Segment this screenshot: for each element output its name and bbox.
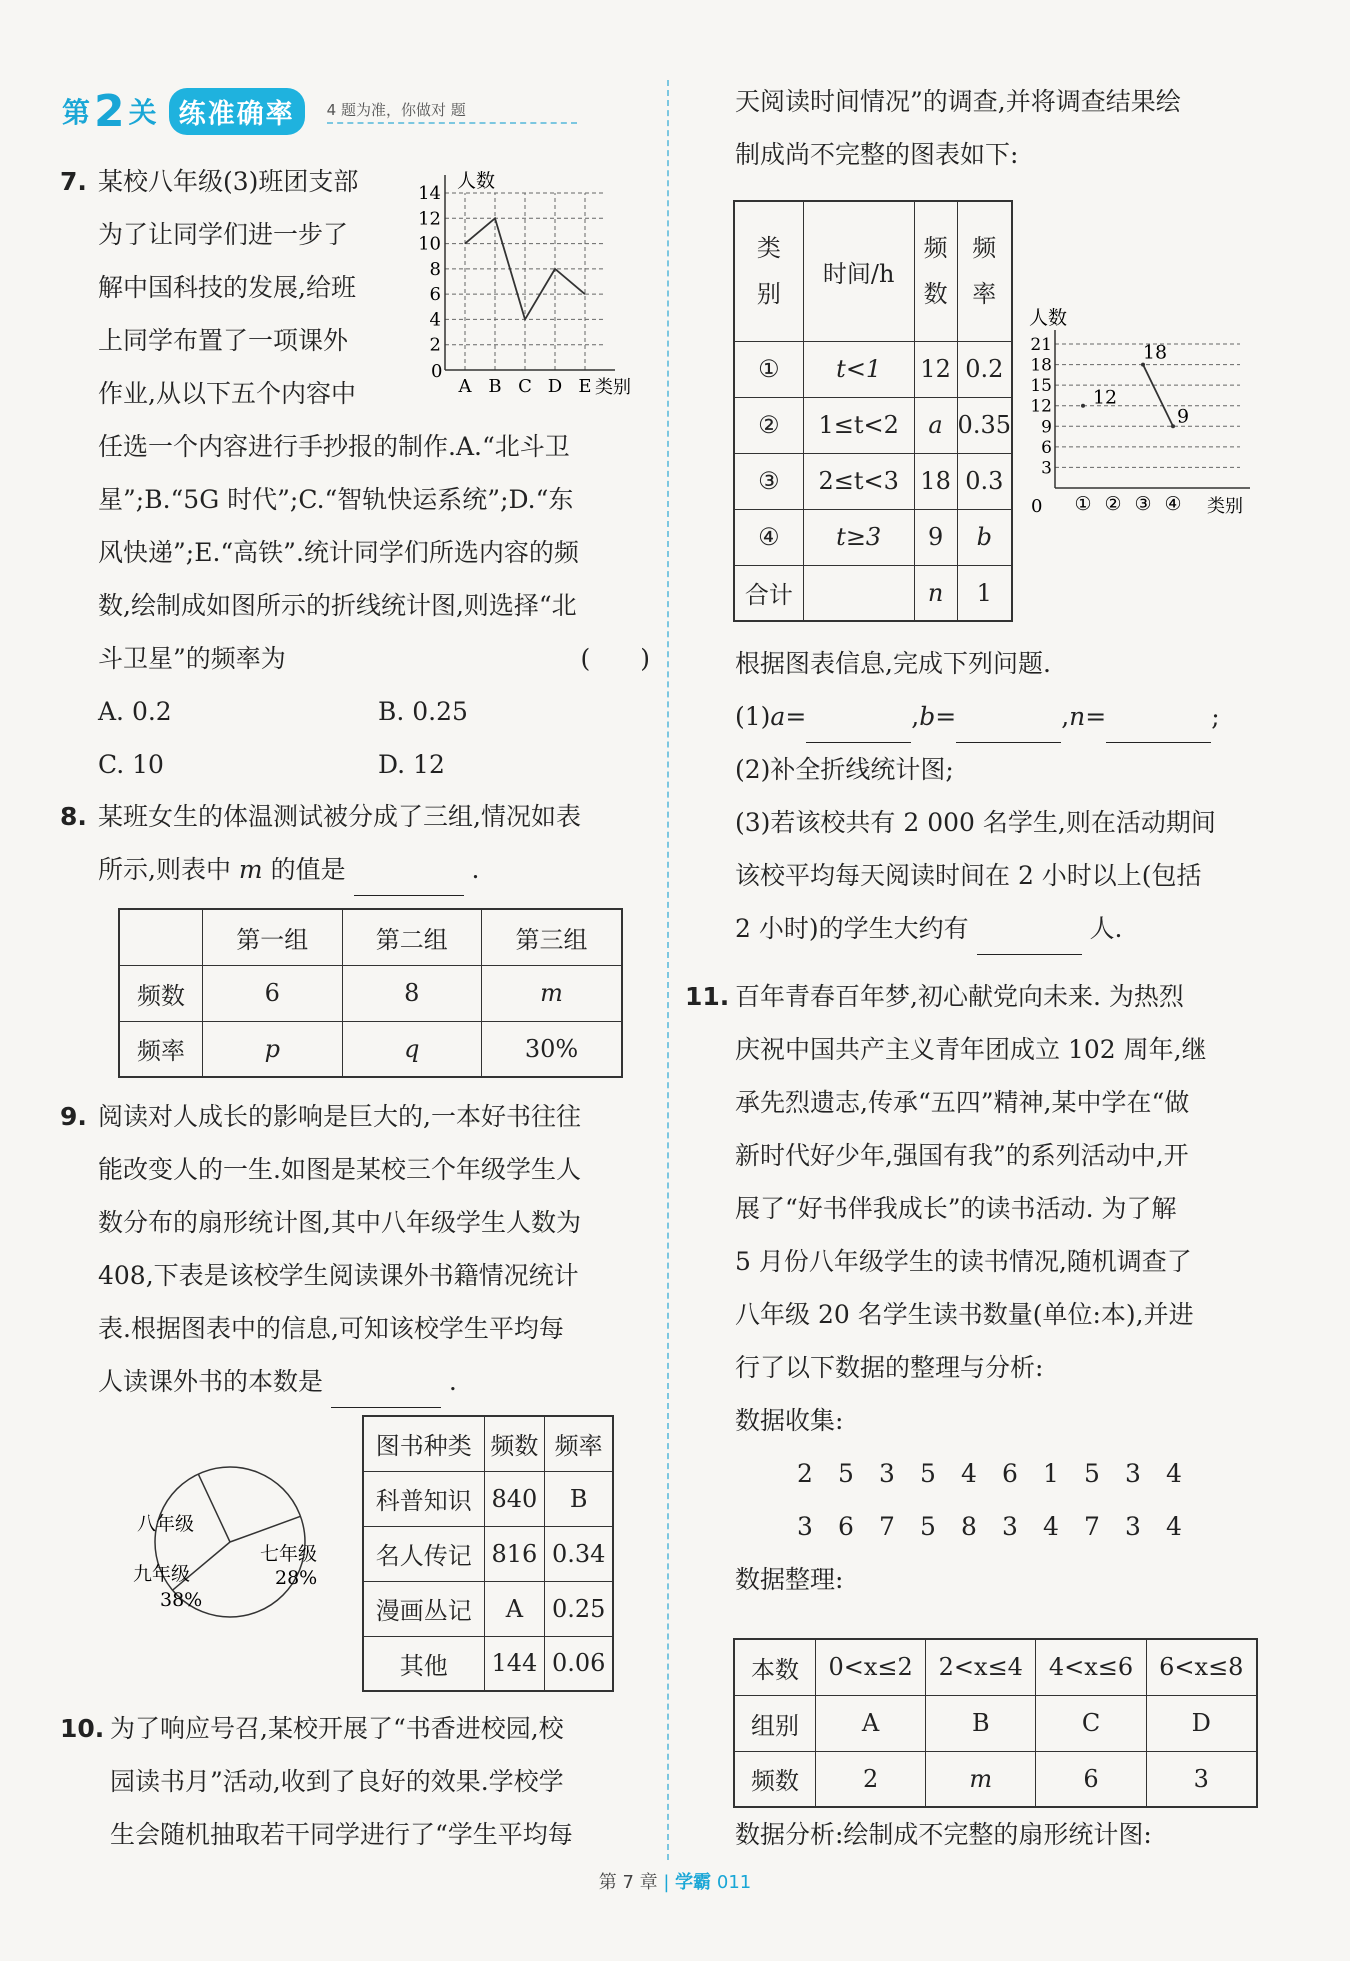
y-tick-label: 6 — [1041, 437, 1052, 458]
x-tick-label: ④ — [1164, 493, 1182, 515]
header-prefix: 第 — [62, 96, 91, 129]
data-value: 3 — [1002, 1512, 1018, 1541]
q11-line: 展了“好书伴我成长”的读书活动. 为了解 — [735, 1194, 1177, 1223]
q11-collect: 数据收集: — [735, 1406, 844, 1435]
q10-part-3-end: 人. — [1089, 914, 1123, 943]
header-note: 4 题为准，你做对 题 — [327, 99, 577, 124]
y-axis-label: 人数 — [1029, 307, 1068, 329]
q8-line: 的值是 — [270, 855, 346, 884]
q9-line: 人读课外书的本数是 — [98, 1367, 324, 1396]
question-11 — [685, 970, 1285, 1606]
data-value: 6 — [838, 1512, 854, 1541]
header-frequency: 频数 — [923, 234, 948, 309]
q7-line: 为了让同学们进一步了 — [98, 220, 349, 249]
y-tick-label: 3 — [1041, 458, 1052, 479]
y-axis-label: 人数 — [457, 170, 496, 192]
option-b[interactable]: B. 0.25 — [378, 697, 468, 726]
answer-blank[interactable] — [977, 924, 1082, 955]
pie-pct-ninth: 38% — [160, 1589, 203, 1611]
data-row-2 — [735, 1500, 1285, 1553]
q10-part-2: (2)补全折线统计图; — [735, 755, 954, 784]
q11-line: 八年级 20 名学生读书数量(单位:本),并进 — [735, 1300, 1194, 1329]
question-8 — [60, 790, 660, 896]
q10-line: 为了响应号召,某校开展了“书香进校园,校 — [110, 1714, 564, 1743]
question-10-parts — [735, 637, 1295, 955]
x-tick-label: ② — [1104, 493, 1122, 515]
data-value: 3 — [1125, 1512, 1141, 1541]
table-cell: ③ — [734, 453, 803, 509]
table-header: 图书种类 — [363, 1416, 484, 1471]
header-number: 2 — [94, 85, 125, 137]
y-tick-label: 2 — [429, 334, 441, 356]
comma: , — [911, 702, 920, 731]
table-header: 第二组 — [342, 909, 482, 965]
table-header: 频数 — [484, 1416, 545, 1471]
table-cell: 1≤t<2 — [803, 397, 914, 453]
table-cell: 2 — [816, 1751, 926, 1807]
q11-analysis — [735, 1808, 1295, 1861]
y-tick-label: 10 — [418, 233, 441, 255]
table-cell: b — [957, 509, 1012, 565]
question-number: 11. — [685, 982, 730, 1011]
table-cell: a — [914, 397, 957, 453]
y-tick-label: 21 — [1030, 335, 1052, 355]
q7-line: 星”;B.“5G 时代”;C.“智轨快运系统”;D.“东 — [98, 485, 574, 514]
period: . — [448, 1367, 457, 1396]
var-a: a — [770, 702, 786, 731]
q8-line: 某班女生的体温测试被分成了三组,情况如表 — [98, 802, 581, 831]
q10-part-3: 2 小时)的学生大约有 — [735, 914, 969, 943]
line-chart-q7 — [405, 165, 655, 400]
data-value: 5 — [838, 1459, 854, 1488]
table-cell: n — [914, 565, 957, 621]
table-cell: ② — [734, 397, 803, 453]
q10-table — [733, 200, 1013, 622]
table-cell: 合计 — [734, 565, 803, 621]
data-value: 2 — [797, 1459, 813, 1488]
table-cell: 其他 — [363, 1636, 484, 1691]
table-cell: 18 — [914, 453, 957, 509]
data-point — [1081, 404, 1085, 408]
y-tick-label: 9 — [1041, 417, 1052, 438]
header-suffix: 关 — [128, 96, 157, 129]
y-tick-label: 4 — [429, 309, 441, 331]
data-value: 5 — [920, 1459, 936, 1488]
table-cell: B — [545, 1471, 613, 1526]
var-b: b — [919, 702, 936, 731]
data-value: 1 — [1043, 1459, 1059, 1488]
header-badge: 练准确率 — [169, 88, 305, 135]
x-tick-label: ③ — [1134, 493, 1152, 515]
q9-line: 能改变人的一生.如图是某校三个年级学生人 — [98, 1155, 581, 1184]
q7-line: 风快递”;E.“高铁”.统计同学们所选内容的频 — [98, 538, 579, 567]
option-c[interactable]: C. 10 — [98, 750, 164, 779]
table-header: 本数 — [734, 1639, 816, 1695]
table-cell: 0.25 — [545, 1581, 613, 1636]
data-value: 6 — [1002, 1459, 1018, 1488]
table-header — [914, 201, 957, 341]
q7-line: 上同学布置了一项课外 — [98, 326, 349, 355]
q7-line: 斗卫星”的频率为 — [98, 644, 286, 673]
q9-line: 阅读对人成长的影响是巨大的,一本好书往往 — [98, 1102, 581, 1131]
table-cell: 6 — [203, 965, 343, 1021]
y-tick-label: 12 — [1030, 396, 1052, 417]
eq: = — [1085, 702, 1107, 731]
pie-label-ninth: 九年级 — [133, 1563, 191, 1585]
table-cell: q — [342, 1021, 482, 1077]
question-10-continued — [735, 75, 1295, 181]
answer-blank[interactable] — [354, 865, 464, 896]
data-label: 18 — [1142, 341, 1168, 364]
data-value: 3 — [1125, 1459, 1141, 1488]
x-tick-label: A — [458, 376, 472, 397]
data-value: 5 — [920, 1512, 936, 1541]
q11-analysis-text: 数据分析:绘制成不完整的扇形统计图: — [735, 1820, 1152, 1849]
option-d[interactable]: D. 12 — [378, 750, 445, 779]
table-cell: 频数 — [734, 1751, 816, 1807]
table-cell: ④ — [734, 509, 803, 565]
x-tick-label: E — [578, 376, 592, 397]
pie-label-seventh: 七年级 — [260, 1543, 318, 1565]
chapter-label: 第 7 章 — [598, 1872, 658, 1893]
table-cell: 频数 — [119, 965, 203, 1021]
section-header — [62, 86, 577, 136]
q7-line: 作业,从以下五个内容中 — [98, 379, 356, 408]
y-tick-label: 12 — [418, 208, 441, 230]
pie-slice-boundary — [198, 1474, 230, 1542]
semicolon: ; — [1211, 702, 1220, 731]
q10-line: 生会随机抽取若干同学进行了“学生平均每 — [110, 1820, 573, 1849]
q11-line: 行了以下数据的整理与分析: — [735, 1353, 1044, 1382]
table-cell: 12 — [914, 341, 957, 397]
table-cell: 组别 — [734, 1695, 816, 1751]
header-rate: 频率 — [972, 234, 997, 309]
data-value: 4 — [1043, 1512, 1059, 1541]
table-header: 2<x≤4 — [926, 1639, 1036, 1695]
question-number: 7. — [60, 167, 87, 196]
q11-table — [733, 1638, 1258, 1808]
table-cell: A — [816, 1695, 926, 1751]
x-tick-label: C — [518, 376, 532, 397]
data-value: 7 — [1084, 1512, 1100, 1541]
x-axis-label: 类别 — [1207, 496, 1243, 517]
table-cell: 名人传记 — [363, 1526, 484, 1581]
data-value: 4 — [961, 1459, 977, 1488]
q11-line: 承先烈遗志,传承“五四”精神,某中学在“做 — [735, 1088, 1190, 1117]
q10-part-3: (3)若该校共有 2 000 名学生,则在活动期间 — [735, 808, 1216, 837]
y-tick-label: 6 — [429, 284, 441, 306]
x-tick-label: B — [488, 376, 502, 397]
y-tick-label: 14 — [418, 183, 441, 204]
x-axis-label: 类别 — [595, 377, 631, 398]
eq: = — [935, 702, 957, 731]
data-value: 3 — [797, 1512, 813, 1541]
table-cell: m — [482, 965, 623, 1021]
header-category: 类别 — [756, 234, 781, 309]
table-cell: 30% — [482, 1021, 623, 1077]
table-cell: 频率 — [119, 1021, 203, 1077]
table-cell: 3 — [1146, 1751, 1257, 1807]
table-cell: t<1 — [803, 341, 914, 397]
question-number: 8. — [60, 802, 87, 831]
q8-line: 所示,则表中 — [98, 855, 231, 884]
q10-line: 天阅读时间情况”的调查,并将调查结果绘 — [735, 87, 1181, 116]
table-cell: t≥3 — [803, 509, 914, 565]
data-value: 3 — [879, 1459, 895, 1488]
q7-line: 数,绘制成如图所示的折线统计图,则选择“北 — [98, 591, 577, 620]
q9-table — [362, 1415, 614, 1692]
table-cell: C — [1036, 1695, 1146, 1751]
table-cell: B — [926, 1695, 1036, 1751]
part-1-label: (1) — [735, 702, 771, 731]
answer-paren[interactable]: ( ) — [580, 644, 650, 673]
table-header: 6<x≤8 — [1146, 1639, 1257, 1695]
table-cell: 0.34 — [545, 1526, 613, 1581]
y-tick-label: 18 — [1030, 355, 1052, 376]
table-cell: 漫画丛记 — [363, 1581, 484, 1636]
x-tick-label: D — [547, 376, 563, 397]
table-cell: 840 — [484, 1471, 545, 1526]
question-9 — [60, 1090, 660, 1408]
table-header: 0<x≤2 — [816, 1639, 926, 1695]
answer-blank-a[interactable] — [806, 712, 911, 743]
table-cell: A — [484, 1581, 545, 1636]
q7-line: 任选一个内容进行手抄报的制作.A.“北斗卫 — [98, 432, 570, 461]
table-cell: 科普知识 — [363, 1471, 484, 1526]
q10-after: 根据图表信息,完成下列问题. — [735, 649, 1051, 678]
q9-line: 数分布的扇形统计图,其中八年级学生人数为 — [98, 1208, 581, 1237]
x-tick-label: ① — [1074, 493, 1092, 515]
table-header: 4<x≤6 — [1036, 1639, 1146, 1695]
data-value: 4 — [1166, 1459, 1182, 1488]
question-10 — [60, 1702, 660, 1861]
table-cell — [803, 565, 914, 621]
q10-line: 园读书月”活动,收到了良好的效果.学校学 — [110, 1767, 564, 1796]
table-cell: 0.2 — [957, 341, 1012, 397]
period: . — [471, 855, 480, 884]
table-cell: 6 — [1036, 1751, 1146, 1807]
y-tick-label: 8 — [429, 258, 441, 280]
data-label: 12 — [1092, 386, 1118, 409]
series-line — [1143, 365, 1173, 427]
table-header — [957, 201, 1012, 341]
footer-separator: | — [663, 1872, 670, 1893]
table-cell: 0.35 — [957, 397, 1012, 453]
pie-pct-seventh: 28% — [275, 1567, 318, 1589]
table-cell: m — [926, 1751, 1036, 1807]
table-header: 第三组 — [482, 909, 623, 965]
table-header — [734, 201, 803, 341]
table-header: 频率 — [545, 1416, 613, 1471]
origin-label: 0 — [431, 361, 443, 382]
page-number: 011 — [716, 1872, 752, 1893]
q11-line: 百年青春百年梦,初心献党向未来. 为热烈 — [735, 982, 1184, 1011]
q11-line: 庆祝中国共产主义青年团成立 102 周年,继 — [735, 1035, 1207, 1064]
data-value: 5 — [1084, 1459, 1100, 1488]
table-cell: 0.06 — [545, 1636, 613, 1691]
table-cell: 0.3 — [957, 453, 1012, 509]
q10-line: 制成尚不完整的图表如下: — [735, 140, 1019, 169]
variable-m: m — [238, 855, 263, 884]
q9-line: 408,下表是该校学生阅读课外书籍情况统计 — [98, 1261, 579, 1290]
table-header: 第一组 — [203, 909, 343, 965]
data-point — [1171, 424, 1175, 428]
data-value: 7 — [879, 1512, 895, 1541]
table-cell: 9 — [914, 509, 957, 565]
brand-label: 学霸 — [675, 1872, 712, 1893]
data-row-1 — [735, 1447, 1285, 1500]
table-cell: 2≤t<3 — [803, 453, 914, 509]
option-a[interactable]: A. 0.2 — [98, 697, 172, 726]
answer-blank-n[interactable] — [1106, 712, 1211, 743]
q10-part-3: 该校平均每天阅读时间在 2 小时以上(包括 — [735, 861, 1202, 890]
var-n: n — [1069, 702, 1086, 731]
q11-line: 新时代好少年,强国有我”的系列活动中,开 — [735, 1141, 1189, 1170]
table-header: 时间/h — [803, 201, 914, 341]
data-label: 9 — [1176, 405, 1190, 428]
data-value: 4 — [1166, 1512, 1182, 1541]
q7-line: 解中国科技的发展,给班 — [98, 273, 356, 302]
question-number: 9. — [60, 1102, 87, 1131]
table-cell: D — [1146, 1695, 1257, 1751]
data-value: 8 — [961, 1512, 977, 1541]
page-footer — [0, 1868, 1350, 1894]
answer-blank-b[interactable] — [956, 712, 1061, 743]
origin-label: 0 — [1031, 496, 1043, 517]
question-number: 10. — [60, 1714, 105, 1743]
table-cell: 1 — [957, 565, 1012, 621]
q9-line: 表.根据图表中的信息,可知该校学生平均每 — [98, 1314, 564, 1343]
q11-organize: 数据整理: — [735, 1565, 844, 1594]
table-cell: ① — [734, 341, 803, 397]
pie-slice-boundary — [230, 1516, 300, 1542]
q11-line: 5 月份八年级学生的读书情况,随机调查了 — [735, 1247, 1192, 1276]
q7-line: 某校八年级(3)班团支部 — [98, 167, 359, 196]
eq: = — [785, 702, 807, 731]
table-cell: 816 — [484, 1526, 545, 1581]
pie-chart-q9 — [115, 1460, 340, 1630]
pie-label-eighth: 八年级 — [137, 1513, 195, 1535]
table-cell — [119, 909, 203, 965]
answer-blank[interactable] — [331, 1377, 441, 1408]
q8-table — [118, 908, 623, 1078]
y-tick-label: 15 — [1030, 376, 1052, 397]
table-cell: 144 — [484, 1636, 545, 1691]
table-cell: p — [203, 1021, 343, 1077]
line-chart-q10 — [1025, 300, 1275, 525]
table-cell: 8 — [342, 965, 482, 1021]
column-divider — [667, 80, 669, 1860]
comma: , — [1061, 702, 1070, 731]
